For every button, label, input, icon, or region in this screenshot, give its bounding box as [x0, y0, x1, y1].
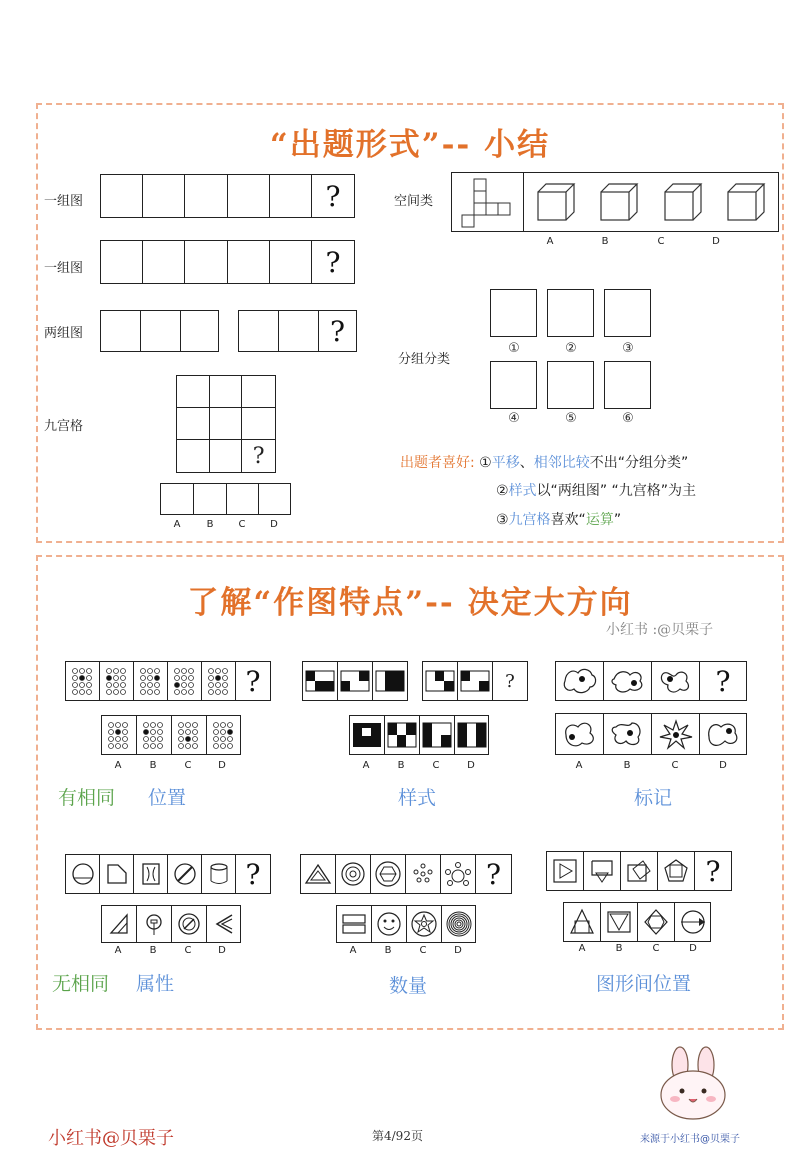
note-2-number: ② — [496, 483, 509, 499]
group-number-3: ③ — [622, 341, 634, 356]
option-label-b: B — [149, 945, 157, 956]
group-cell-6 — [604, 361, 651, 409]
dot-matrix-options-strip — [101, 715, 241, 755]
dot-matrix-question-strip — [65, 661, 271, 701]
summary-section — [36, 103, 784, 543]
question-mark: ? — [245, 857, 261, 891]
row-label-two-groups: 两组图 — [44, 326, 84, 341]
caption-quantity: 数量 — [389, 975, 428, 997]
option-label-d: D — [719, 760, 727, 771]
quantity-question-strip — [300, 854, 512, 894]
sequence-strip-1 — [100, 174, 355, 218]
answer-options-strip — [160, 483, 291, 515]
block-pattern-options-strip — [349, 715, 489, 755]
option-label-c: C — [238, 519, 246, 530]
cube-option-b — [597, 180, 641, 224]
spatial-option-b: B — [601, 236, 609, 247]
option-label-b: B — [149, 760, 157, 771]
group-cell-1 — [490, 289, 537, 337]
option-label-c: C — [652, 943, 660, 954]
note-1-number: ① — [479, 455, 492, 471]
note-3-number: ③ — [496, 512, 509, 528]
drawing-features-section — [36, 555, 784, 1030]
caption-position: 位置 — [148, 787, 187, 809]
option-label-a: A — [575, 760, 583, 771]
page-number: 第4/92页 — [372, 1129, 423, 1143]
option-label-a: A — [173, 519, 181, 530]
watermark-text: 小红书 :@贝栗子 — [606, 622, 714, 638]
bunny-illustration — [650, 1045, 740, 1123]
block-pattern-strip-left — [302, 661, 408, 701]
option-label-a: A — [114, 760, 122, 771]
caption-mark: 标记 — [634, 787, 673, 809]
cube-option-c — [661, 180, 705, 224]
sequence-strip-2 — [100, 240, 355, 284]
section-title: 了解“作图特点”-- 决定大方向 — [187, 585, 633, 621]
group-cell-5 — [547, 361, 594, 409]
group-number-1: ① — [508, 341, 520, 356]
question-mark: ? — [505, 670, 515, 692]
group-number-2: ② — [565, 341, 577, 356]
quantity-options-strip — [336, 905, 476, 943]
question-mark: ? — [715, 664, 731, 698]
note-3-keyword: 九宫格 — [508, 512, 551, 528]
option-label-c: C — [419, 945, 427, 956]
caption-has-same: 有相同 — [58, 787, 116, 809]
note-line-3 — [496, 509, 621, 529]
figure-position-options-strip — [563, 902, 711, 942]
caption-style: 样式 — [398, 787, 437, 809]
cube-net-figure — [452, 173, 524, 231]
group-strip-right — [238, 310, 357, 352]
option-label-c: C — [184, 760, 192, 771]
cube-option-a — [534, 180, 578, 224]
caption-no-same: 无相同 — [52, 973, 110, 995]
option-label-a: A — [114, 945, 122, 956]
spatial-option-a: A — [546, 236, 554, 247]
spatial-strip — [451, 172, 779, 232]
option-label-b: B — [206, 519, 214, 530]
row-label-nine-grid: 九宫格 — [44, 419, 84, 434]
option-label-d: D — [689, 943, 697, 954]
spatial-option-c: C — [657, 236, 665, 247]
row-label-spatial: 空间类 — [394, 194, 434, 209]
question-mark: ? — [245, 664, 261, 698]
group-number-5: ⑤ — [565, 411, 577, 426]
block-pattern-strip-right — [422, 661, 528, 701]
blob-question-strip — [555, 661, 747, 701]
note-1-rest: 不出“分组分类” — [589, 455, 689, 471]
note-3-mid: 喜欢“ — [550, 512, 586, 528]
option-label-a: A — [578, 943, 586, 954]
option-label-a: A — [362, 760, 370, 771]
option-label-b: B — [615, 943, 623, 954]
shape-options-strip — [101, 905, 241, 943]
row-label-one-group-2: 一组图 — [44, 261, 84, 276]
group-cell-2 — [547, 289, 594, 337]
note-1-keyword-a: 平移 — [491, 455, 520, 471]
row-label-group-classify: 分组分类 — [398, 352, 451, 367]
note-line-2 — [496, 480, 696, 500]
group-cell-4 — [490, 361, 537, 409]
option-label-b: B — [384, 945, 392, 956]
option-label-d: D — [218, 760, 226, 771]
group-number-4: ④ — [508, 411, 520, 426]
group-strip-left — [100, 310, 219, 352]
row-label-one-group-1: 一组图 — [44, 194, 84, 209]
question-mark: ? — [485, 857, 501, 891]
note-2-keyword: 样式 — [508, 483, 537, 499]
question-mark: ? — [325, 245, 341, 279]
nine-grid — [176, 375, 276, 473]
note-1-sep: 、 — [519, 455, 534, 471]
option-label-d: D — [467, 760, 475, 771]
note-3-highlight: 运算 — [585, 512, 614, 528]
group-number-6: ⑥ — [622, 411, 634, 426]
question-mark: ? — [705, 854, 721, 888]
option-label-d: D — [218, 945, 226, 956]
section-title: “出题形式”-- 小结 — [269, 127, 551, 163]
caption-attribute: 属性 — [136, 973, 175, 995]
blob-options-strip — [555, 713, 747, 755]
option-label-d: D — [270, 519, 278, 530]
note-lead: 出题者喜好: — [400, 455, 475, 471]
option-label-b: B — [397, 760, 405, 771]
question-mark: ? — [329, 314, 345, 348]
option-label-d: D — [454, 945, 462, 956]
group-cell-3 — [604, 289, 651, 337]
note-1-keyword-b: 相邻比较 — [533, 455, 590, 471]
option-label-a: A — [349, 945, 357, 956]
question-mark: ? — [325, 179, 341, 213]
note-line-1 — [400, 452, 688, 472]
shape-question-strip — [65, 854, 271, 894]
note-3-end: ” — [613, 512, 622, 528]
question-mark: ? — [252, 443, 265, 469]
option-label-b: B — [623, 760, 631, 771]
option-label-c: C — [671, 760, 679, 771]
note-2-rest: 以“两组图” “九宫格”为主 — [536, 483, 697, 499]
option-label-c: C — [184, 945, 192, 956]
option-label-c: C — [432, 760, 440, 771]
caption-figure-position: 图形间位置 — [596, 973, 692, 995]
figure-position-question-strip — [546, 851, 732, 891]
spatial-option-d: D — [712, 236, 720, 247]
footer-brand: 小红书@贝栗子 — [48, 1128, 174, 1149]
footer-source: 来源于小红书@贝栗子 — [640, 1134, 740, 1145]
cube-option-d — [724, 180, 768, 224]
